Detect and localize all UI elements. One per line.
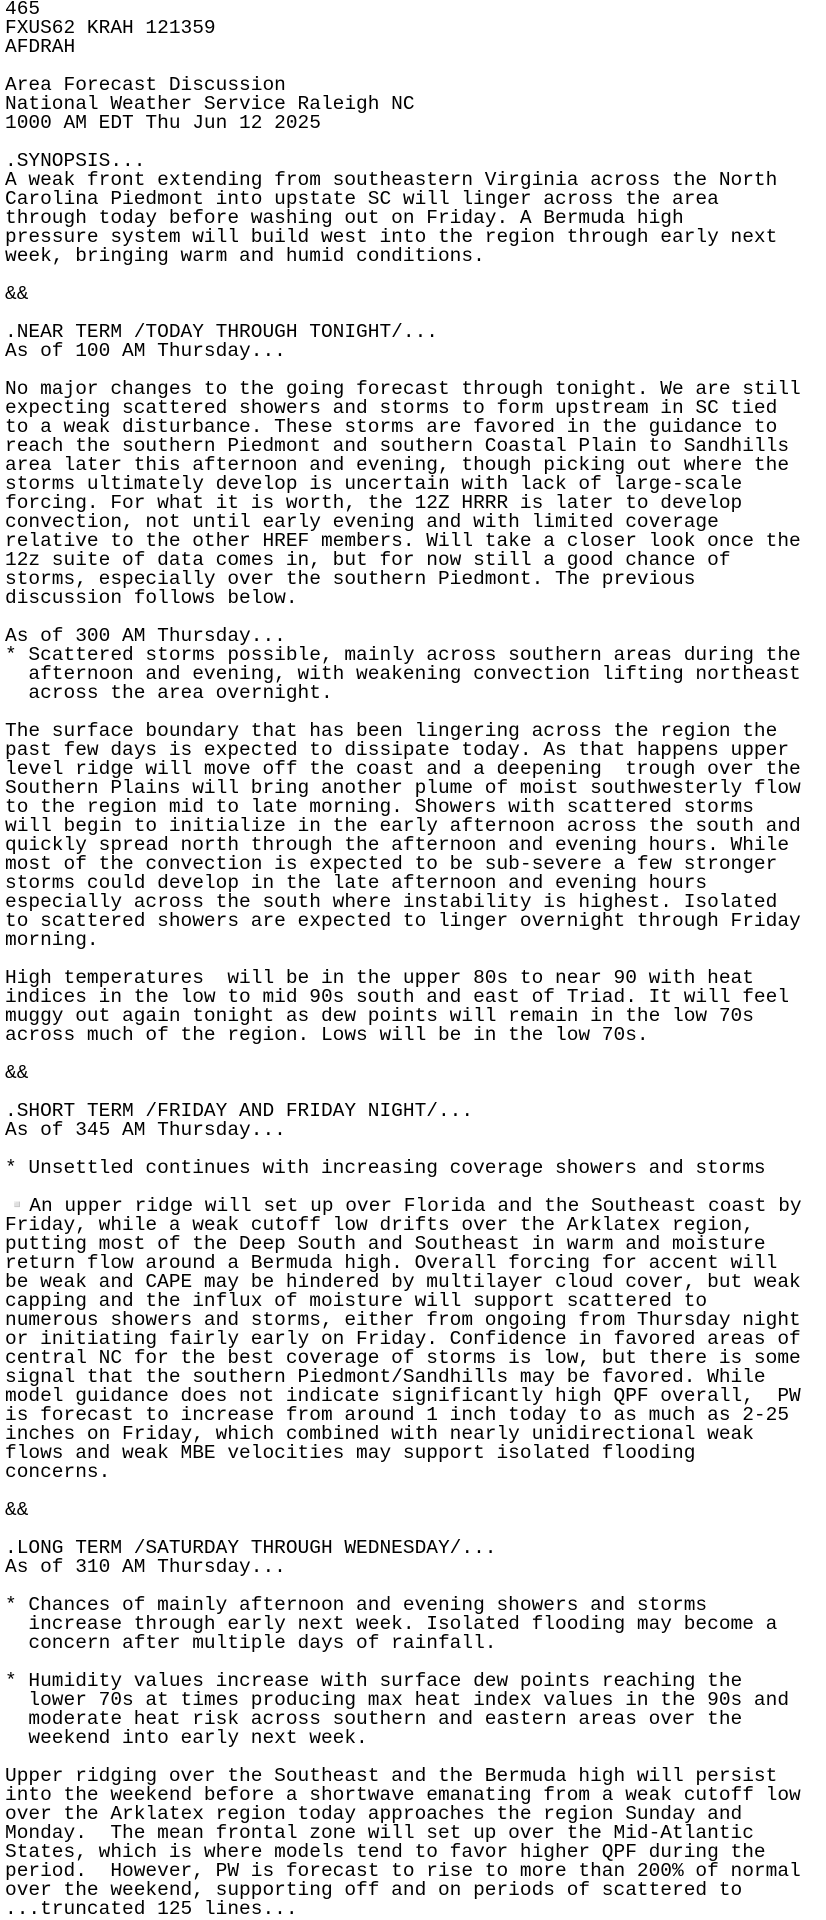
text-line: storms, especially over the southern Piedmont. The previous: [5, 568, 696, 590]
text-line: 12z suite of data comes in, but for now still a good chance of: [5, 549, 731, 571]
text-line: Upper ridging over the Southeast and the Bermuda high will persist: [5, 1765, 778, 1787]
text-line: weekend into early next week.: [5, 1727, 368, 1749]
text-line: &&: [5, 283, 29, 305]
text-line: afternoon and evening, with weakening convection lifting northeast: [5, 663, 801, 685]
text-line: * Humidity values increase with surface dew points reaching the: [5, 1670, 743, 1692]
text-line: forcing. For what it is worth, the 12Z HRRR is later to develop: [5, 492, 743, 514]
text-line: ...truncated 125 lines...: [5, 1898, 298, 1920]
text-line: .NEAR TERM /TODAY THROUGH TONIGHT/...: [5, 321, 438, 343]
text-line: level ridge will move off the coast and a deepening trough over the: [5, 758, 801, 780]
text-line: return flow around a Bermuda high. Overall forcing for accent will: [5, 1252, 778, 1274]
text-line: States, which is where models tend to favor higher QPF during the: [5, 1841, 766, 1863]
text-line: area later this afternoon and evening, though picking out where the: [5, 454, 790, 476]
text-line: indices in the low to mid 90s south and east of Triad. It will feel: [5, 986, 790, 1008]
text-line: As of 310 AM Thursday...: [5, 1556, 286, 1578]
text-line: As of 345 AM Thursday...: [5, 1119, 286, 1141]
text-line: concern after multiple days of rainfall.: [5, 1632, 497, 1654]
text-line: signal that the southern Piedmont/Sandhills may be favored. While: [5, 1366, 766, 1388]
text-line: Monday. The mean frontal zone will set up over the Mid-Atlantic: [5, 1822, 754, 1844]
text-line: &&: [5, 1062, 29, 1084]
text-line: capping and the influx of moisture will support scattered to: [5, 1290, 708, 1312]
text-line: A weak front extending from southeastern Virginia across the North: [5, 169, 778, 191]
text-line: Friday, while a weak cutoff low drifts over the Arklatex region,: [5, 1214, 754, 1236]
text-line: AFDRAH: [5, 36, 76, 58]
text-line: be weak and CAPE may be hindered by multilayer cloud cover, but weak: [5, 1271, 801, 1293]
text-line: numerous showers and storms, either from ongoing from Thursday night: [5, 1309, 801, 1331]
text-line: putting most of the Deep South and Southeast in warm and moisture: [5, 1233, 766, 1255]
text-line: As of 100 AM Thursday...: [5, 340, 286, 362]
text-line: * Chances of mainly afternoon and evening showers and storms: [5, 1594, 708, 1616]
text-line: &&: [5, 1499, 29, 1521]
text-line: .SYNOPSIS...: [5, 150, 146, 172]
text-line: over the Arklatex region today approaches the region Sunday and: [5, 1803, 743, 1825]
text-line: to the region mid to late morning. Showers with scattered storms: [5, 796, 754, 818]
text-line: Southern Plains will bring another plume of moist southwesterly flow: [5, 777, 801, 799]
text-line: increase through early next week. Isolated flooding may become a: [5, 1613, 778, 1635]
text-line: National Weather Service Raleigh NC: [5, 93, 415, 115]
text-line: .SHORT TERM /FRIDAY AND FRIDAY NIGHT/...: [5, 1100, 474, 1122]
text-line: convection, not until early evening and with limited coverage: [5, 511, 719, 533]
text-line: relative to the other HREF members. Will take a closer look once the: [5, 530, 801, 552]
text-line: .LONG TERM /SATURDAY THROUGH WEDNESDAY/...: [5, 1537, 497, 1559]
text-line: muggy out again tonight as dew points will remain in the low 70s: [5, 1005, 754, 1027]
text-line: flows and weak MBE velocities may support isolated flooding: [5, 1442, 696, 1464]
text-line: is forecast to increase from around 1 inch today to as much as 2-25: [5, 1404, 790, 1426]
text-line: will begin to initialize in the early afternoon across the south and: [5, 815, 801, 837]
text-line: FXUS62 KRAH 121359: [5, 17, 216, 39]
text-line: to a weak disturbance. These storms are favored in the guidance to: [5, 416, 778, 438]
text-line: moderate heat risk across southern and eastern areas over the: [5, 1708, 743, 1730]
text-line: 465: [5, 0, 41, 20]
text-line: week, bringing warm and humid conditions.: [5, 245, 485, 267]
text-line: Area Forecast Discussion: [5, 74, 286, 96]
text-line: inches on Friday, which combined with nearly unidirectional weak: [5, 1423, 754, 1445]
text-line: Carolina Piedmont into upstate SC will linger across the area: [5, 188, 719, 210]
text-line: quickly spread north through the afternoon and evening hours. While: [5, 834, 790, 856]
text-line: ▫️An upper ridge will set up over Florida and the Southeast coast by: [5, 1195, 802, 1217]
text-line: * Unsettled continues with increasing coverage showers and storms: [5, 1157, 766, 1179]
text-line: central NC for the best coverage of storms is low, but there is some: [5, 1347, 801, 1369]
text-line: past few days is expected to dissipate today. As that happens upper: [5, 739, 790, 761]
text-line: As of 300 AM Thursday...: [5, 625, 286, 647]
text-line: No major changes to the going forecast through tonight. We are still: [5, 378, 801, 400]
text-line: most of the convection is expected to be sub-severe a few stronger: [5, 853, 778, 875]
text-line: to scattered showers are expected to linger overnight through Friday: [5, 910, 801, 932]
text-line: storms ultimately develop is uncertain with lack of large-scale: [5, 473, 743, 495]
text-line: storms could develop in the late afternoon and evening hours: [5, 872, 708, 894]
text-line: across much of the region. Lows will be in the low 70s.: [5, 1024, 649, 1046]
text-line: especially across the south where instability is highest. Isolated: [5, 891, 778, 913]
text-line: High temperatures will be in the upper 80s to near 90 with heat: [5, 967, 754, 989]
text-line: over the weekend, supporting off and on periods of scattered to: [5, 1879, 743, 1901]
text-line: or initiating fairly early on Friday. Confidence in favored areas of: [5, 1328, 801, 1350]
text-line: 1000 AM EDT Thu Jun 12 2025: [5, 112, 321, 134]
text-line: discussion follows below.: [5, 587, 298, 609]
text-line: concerns.: [5, 1461, 111, 1483]
text-line: through today before washing out on Friday. A Bermuda high: [5, 207, 684, 229]
text-line: pressure system will build west into the region through early next: [5, 226, 778, 248]
text-line: lower 70s at times producing max heat index values in the 90s and: [5, 1689, 790, 1711]
text-line: model guidance does not indicate significantly high QPF overall, PW: [5, 1385, 801, 1407]
text-line: expecting scattered showers and storms to form upstream in SC tied: [5, 397, 778, 419]
text-line: into the weekend before a shortwave emanating from a weak cutoff low: [5, 1784, 801, 1806]
text-line: * Scattered storms possible, mainly across southern areas during the: [5, 644, 801, 666]
text-line: reach the southern Piedmont and southern Coastal Plain to Sandhills: [5, 435, 790, 457]
text-line: period. However, PW is forecast to rise to more than 200% of normal: [5, 1860, 801, 1882]
text-line: across the area overnight.: [5, 682, 333, 704]
text-line: The surface boundary that has been lingering across the region the: [5, 720, 778, 742]
text-line: morning.: [5, 929, 99, 951]
